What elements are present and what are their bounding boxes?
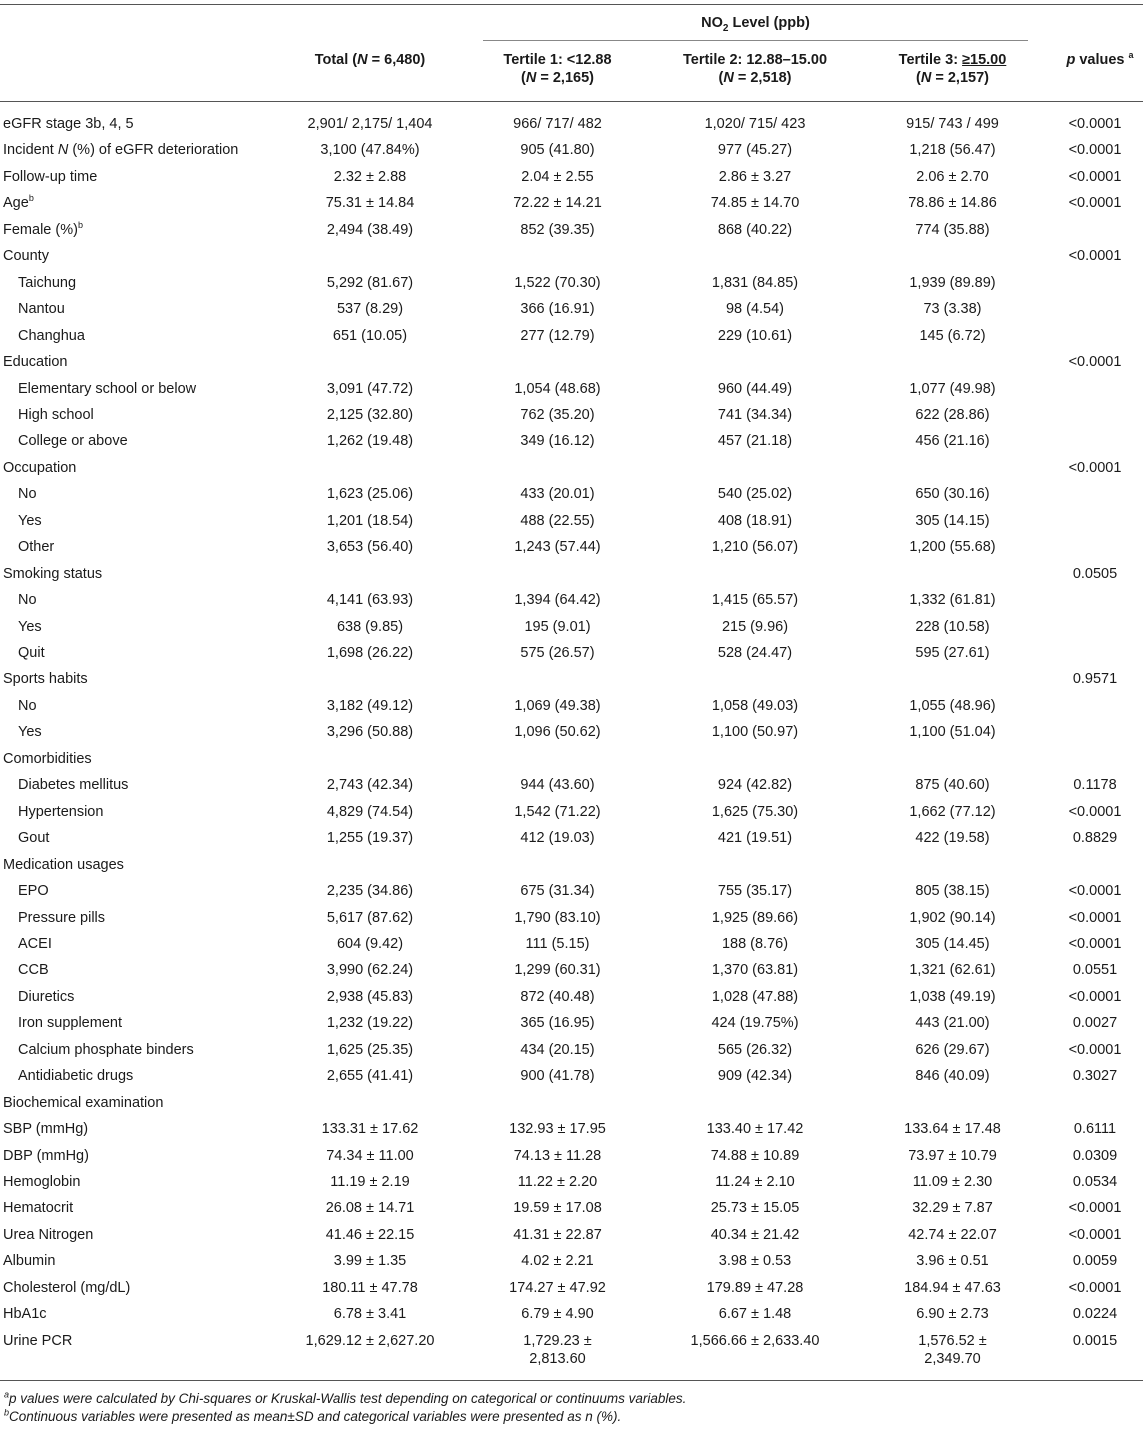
cell-tertile-2: 960 (44.49) [717,381,793,397]
cell-tertile-1: 74.13 ± 11.28 [513,1148,602,1164]
cell-tertile-2: 1,058 (49.03) [711,698,799,714]
cell-tertile-3: 145 (6.72) [919,328,986,344]
cell-tertile-3: 2.06 ± 2.70 [916,169,989,185]
cell-tertile-1: 905 (41.80) [520,142,595,158]
cell-tertile-2: 540 (25.02) [717,486,793,502]
cell-p-value: 0.0534 [1072,1174,1118,1190]
cell-tertile-1: 1,096 (50.62) [514,724,601,740]
cell-tertile-2: 565 (26.32) [717,1042,793,1058]
cell-p-value: <0.0001 [1068,910,1122,926]
row-label: ACEI [18,936,52,952]
cell-tertile-1: 852 (39.35) [520,222,595,238]
header-tertile-3: Tertile 3: ≥15.00 (N = 2,157) [898,52,1007,86]
row-label: Elementary school or below [18,381,197,397]
row-label: Urea Nitrogen [3,1227,94,1243]
cell-total: 537 (8.29) [336,301,404,317]
cell-total: 1,201 (18.54) [326,513,414,529]
cell-tertile-2: 909 (42.34) [717,1068,793,1084]
row-label: No [18,698,37,714]
cell-tertile-1: 2.04 ± 2.55 [521,169,594,185]
cell-tertile-2: 424 (19.75%) [711,1015,799,1031]
row-label: Comorbidities [3,751,92,767]
cell-total: 1,232 (19.22) [326,1015,414,1031]
cell-p-value: <0.0001 [1068,248,1122,264]
cell-tertile-1: 1,054 (48.68) [514,381,601,397]
cell-tertile-1: 675 (31.34) [520,883,595,899]
row-label: Smoking status [3,566,103,582]
cell-tertile-1: 4.02 ± 2.21 [521,1253,594,1269]
footnote-a: $^a$p values were calculated by Chi-squares or Kruskal-Wallis test depending on categorical or continuums variables. [4,1389,687,1406]
cell-p-value: 0.0015 [1072,1333,1118,1349]
row-label: Nantou [18,301,65,317]
cell-tertile-2: 457 (21.18) [717,433,793,449]
cell-tertile-1: 944 (43.60) [520,777,595,793]
cell-tertile-2: 179.89 ± 47.28 [706,1280,804,1296]
cell-total: 11.19 ± 2.19 [330,1174,410,1190]
cell-total: 1,262 (19.48) [326,433,414,449]
cell-p-value: <0.0001 [1068,883,1122,899]
header-no2-group: $NO_2$ Level (ppb) [701,15,810,34]
row-label: Biochemical examination [3,1095,164,1111]
cell-tertile-2: 188 (8.76) [721,936,789,952]
row-label: Follow-up time [3,169,98,185]
cell-total: 2,235 (34.86) [326,883,414,899]
cell-p-value: 0.6111 [1073,1121,1117,1137]
cell-tertile-2: 1,625 (75.30) [711,804,799,820]
cell-tertile-2: 977 (45.27) [717,142,793,158]
footnote-b: $^b$Continuous variables were presented as mean±SD and categorical variables were presented as n (%). [4,1407,622,1424]
cell-total: 41.46 ± 22.15 [325,1227,415,1243]
cell-tertile-3: 42.74 ± 22.07 [908,1227,997,1243]
cell-tertile-3: 1,100 (51.04) [909,724,996,740]
cell-total: 2,494 (38.49) [326,222,414,238]
cell-tertile-3: 1,055 (48.96) [909,698,996,714]
cell-total: 3.99 ± 1.35 [333,1253,407,1269]
cell-tertile-2: 98 (4.54) [725,301,785,317]
cell-tertile-3: 305 (14.15) [915,513,990,529]
cell-tertile-1: 1,299 (60.31) [514,962,601,978]
row-label: College or above [18,433,128,449]
cell-tertile-2: 215 (9.96) [721,619,789,635]
row-label: Female (%)$^b$ [3,220,83,238]
cell-tertile-1: 434 (20.15) [520,1042,595,1058]
cell-tertile-1: 966/ 717/ 482 [513,116,602,132]
cell-tertile-2: 40.34 ± 21.42 [710,1227,800,1243]
cell-tertile-1: 19.59 ± 17.08 [513,1200,602,1216]
cell-total: 4,829 (74.54) [326,804,414,820]
header-p-values: p values $^a$ [1066,50,1134,68]
cell-total: 26.08 ± 14.71 [325,1200,415,1216]
cell-total: 74.34 ± 11.00 [326,1148,414,1164]
cell-tertile-1: 195 (9.01) [524,619,591,635]
header-rule [0,101,1143,102]
row-label: Hemoglobin [3,1174,81,1190]
cell-total: 2,901/ 2,175/ 1,404 [307,116,433,132]
cell-tertile-1: 366 (16.91) [520,301,595,317]
row-label: SBP (mmHg) [3,1121,89,1137]
cell-tertile-3: 11.09 ± 2.30 [912,1174,993,1190]
row-label: HbA1c [3,1306,47,1322]
cell-tertile-1: 488 (22.55) [520,513,595,529]
bottom-rule [0,1380,1143,1381]
cell-tertile-3: 1,662 (77.12) [909,804,996,820]
cell-tertile-1: 174.27 ± 47.92 [509,1280,606,1296]
cell-total: 3,182 (49.12) [326,698,414,714]
row-label: Pressure pills [18,910,106,926]
cell-tertile-3: 1,200 (55.68) [909,539,996,555]
row-label: Education [3,354,68,370]
cell-tertile-1: 1,729.23 ± 2,813.60 [523,1333,592,1367]
cell-p-value: <0.0001 [1068,804,1122,820]
cell-tertile-3: 1,332 (61.81) [909,592,996,608]
cell-tertile-1: 11.22 ± 2.20 [517,1174,598,1190]
cell-tertile-1: 900 (41.78) [520,1068,595,1084]
cell-p-value: <0.0001 [1068,142,1122,158]
cell-tertile-3: 456 (21.16) [915,433,990,449]
row-label: No [18,592,37,608]
cell-tertile-3: 73 (3.38) [923,301,982,317]
cell-tertile-2: 421 (19.51) [717,830,793,846]
cell-tertile-1: 349 (16.12) [520,433,595,449]
cell-tertile-3: 78.86 ± 14.86 [908,195,997,211]
row-label: Medication usages [3,857,124,873]
cell-tertile-3: 3.96 ± 0.51 [916,1253,989,1269]
cell-tertile-3: 73.97 ± 10.79 [908,1148,997,1164]
cell-tertile-1: 1,542 (71.22) [514,804,601,820]
cell-tertile-1: 72.22 ± 14.21 [513,195,602,211]
cell-tertile-3: 1,218 (56.47) [909,142,996,158]
row-label: Quit [18,645,45,661]
cell-tertile-2: 755 (35.17) [717,883,793,899]
cell-total: 604 (9.42) [336,936,404,952]
header-total: Total (N = 6,480) [314,52,426,68]
cell-total: 133.31 ± 17.62 [321,1121,419,1137]
cell-tertile-3: 1,077 (49.98) [909,381,996,397]
row-label: Hypertension [18,804,104,820]
cell-total: 651 (10.05) [332,328,408,344]
row-label: Iron supplement [18,1015,122,1031]
row-label: Urine PCR [3,1333,73,1349]
cell-tertile-3: 184.94 ± 47.63 [904,1280,1001,1296]
row-label: Gout [18,830,50,846]
cell-tertile-1: 412 (19.03) [520,830,595,846]
row-label: DBP (mmHg) [3,1148,89,1164]
cell-tertile-1: 762 (35.20) [520,407,595,423]
cell-p-value: <0.0001 [1068,1042,1122,1058]
cell-tertile-3: 1,902 (90.14) [909,910,996,926]
cell-p-value: 0.0027 [1072,1015,1118,1031]
cell-p-value: 0.0551 [1072,962,1118,978]
cell-total: 1,255 (19.37) [326,830,414,846]
row-label: Albumin [3,1253,56,1269]
cell-tertile-1: 1,243 (57.44) [514,539,601,555]
cell-total: 1,623 (25.06) [326,486,414,502]
cell-total: 2,938 (45.83) [326,989,414,1005]
row-label: Antidiabetic drugs [18,1068,134,1084]
cell-tertile-2: 1,831 (84.85) [711,275,799,291]
cell-p-value: <0.0001 [1068,989,1122,1005]
cell-total: 2,743 (42.34) [326,777,414,793]
cell-tertile-1: 111 (5.15) [525,936,590,952]
cell-total: 2,125 (32.80) [326,407,414,423]
cell-tertile-3: 915/ 743 / 499 [906,116,999,132]
row-label: Occupation [3,460,77,476]
cell-tertile-2: 74.85 ± 14.70 [710,195,800,211]
row-label: Yes [18,724,42,740]
cell-tertile-1: 433 (20.01) [520,486,595,502]
row-label: Other [18,539,55,555]
row-label: High school [18,407,94,423]
cell-total: 2,655 (41.41) [326,1068,414,1084]
cell-tertile-1: 1,790 (83.10) [514,910,601,926]
row-label: eGFR stage 3b, 4, 5 [3,116,134,132]
cell-tertile-3: 6.90 ± 2.73 [916,1306,989,1322]
cell-p-value: 0.1178 [1073,777,1117,793]
cell-tertile-3: 846 (40.09) [915,1068,990,1084]
cell-p-value: <0.0001 [1068,1200,1122,1216]
cell-total: 3,653 (56.40) [326,539,414,555]
cell-total: 75.31 ± 14.84 [325,195,415,211]
cell-tertile-2: 1,566.66 ± 2,633.40 [690,1333,820,1349]
cell-total: 1,625 (25.35) [326,1042,414,1058]
cell-tertile-2: 2.86 ± 3.27 [718,169,792,185]
cell-total: 3,100 (47.84%) [320,142,420,158]
cell-tertile-1: 1,069 (49.38) [514,698,601,714]
cell-total: 3,990 (62.24) [326,962,414,978]
cell-tertile-1: 132.93 ± 17.95 [509,1121,606,1137]
cell-tertile-3: 422 (19.58) [915,830,990,846]
cell-tertile-2: 229 (10.61) [717,328,793,344]
cell-total: 638 (9.85) [336,619,404,635]
cell-tertile-2: 1,020/ 715/ 423 [704,116,806,132]
cell-p-value: <0.0001 [1068,460,1122,476]
cell-tertile-3: 805 (38.15) [915,883,990,899]
row-label: No [18,486,37,502]
cell-tertile-2: 868 (40.22) [717,222,793,238]
cell-tertile-1: 575 (26.57) [520,645,595,661]
cell-tertile-2: 1,100 (50.97) [711,724,799,740]
row-label: Sports habits [3,671,88,687]
cell-tertile-1: 365 (16.95) [520,1015,595,1031]
cell-p-value: <0.0001 [1068,1227,1122,1243]
cell-p-value: 0.0224 [1072,1306,1118,1322]
cell-total: 5,617 (87.62) [326,910,414,926]
cell-total: 3,091 (47.72) [326,381,414,397]
cell-tertile-1: 1,394 (64.42) [514,592,601,608]
cell-tertile-2: 741 (34.34) [717,407,793,423]
cell-tertile-3: 305 (14.45) [915,936,990,952]
cell-p-value: <0.0001 [1068,936,1122,952]
row-label: Changhua [18,328,85,344]
cell-tertile-2: 6.67 ± 1.48 [718,1306,792,1322]
cell-tertile-1: 277 (12.79) [520,328,595,344]
row-label: Calcium phosphate binders [18,1042,194,1058]
cell-total: 2.32 ± 2.88 [333,169,407,185]
cell-tertile-3: 228 (10.58) [915,619,990,635]
cell-tertile-3: 875 (40.60) [915,777,990,793]
cell-tertile-3: 1,576.52 ± 2,349.70 [918,1333,987,1367]
cell-p-value: 0.0059 [1072,1253,1118,1269]
cell-p-value: <0.0001 [1068,116,1122,132]
row-label: Yes [18,619,42,635]
row-label: EPO [18,883,49,899]
cell-tertile-2: 1,210 (56.07) [711,539,799,555]
header-tertile-2: Tertile 2: 12.88–15.00 (N = 2,518) [682,52,828,86]
cell-tertile-2: 1,028 (47.88) [711,989,799,1005]
cell-tertile-2: 1,370 (63.81) [711,962,799,978]
cell-tertile-3: 626 (29.67) [915,1042,990,1058]
row-label: Diuretics [18,989,75,1005]
cell-p-value: 0.0309 [1072,1148,1118,1164]
cell-total: 6.78 ± 3.41 [333,1306,407,1322]
row-label: County [3,248,49,264]
row-label: Hematocrit [3,1200,74,1216]
row-label: Cholesterol (mg/dL) [3,1280,131,1296]
cell-tertile-2: 1,415 (65.57) [711,592,799,608]
header-tertile-1: Tertile 1: <12.88 (N = 2,165) [503,52,612,86]
cell-p-value: 0.8829 [1072,830,1118,846]
cell-total: 1,629.12 ± 2,627.20 [305,1333,435,1349]
cell-tertile-2: 25.73 ± 15.05 [710,1200,800,1216]
cell-p-value: 0.0505 [1072,566,1118,582]
cell-tertile-3: 133.64 ± 17.48 [904,1121,1001,1137]
cell-tertile-2: 924 (42.82) [717,777,793,793]
row-label: Taichung [18,275,77,291]
cell-total: 1,698 (26.22) [326,645,414,661]
row-label: Yes [18,513,42,529]
cell-p-value: 0.3027 [1072,1068,1118,1084]
cell-tertile-1: 6.79 ± 4.90 [521,1306,594,1322]
row-label: Age$^b$ [3,193,34,211]
cell-tertile-3: 595 (27.61) [915,645,990,661]
cell-total: 3,296 (50.88) [326,724,414,740]
row-label: Diabetes mellitus [18,777,129,793]
cell-p-value: <0.0001 [1068,169,1122,185]
cell-tertile-3: 443 (21.00) [915,1015,990,1031]
top-rule [0,4,1143,5]
cell-tertile-3: 622 (28.86) [915,407,990,423]
cell-p-value: <0.0001 [1068,354,1122,370]
cell-tertile-3: 1,321 (62.61) [909,962,996,978]
cell-tertile-2: 408 (18.91) [717,513,793,529]
cell-tertile-3: 1,038 (49.19) [909,989,996,1005]
cell-total: 4,141 (63.93) [326,592,414,608]
cell-tertile-2: 133.40 ± 17.42 [706,1121,804,1137]
row-label: Incident N (%) of eGFR deterioration [3,142,239,158]
cell-tertile-2: 74.88 ± 10.89 [710,1148,800,1164]
cell-tertile-1: 1,522 (70.30) [514,275,601,291]
cell-tertile-1: 872 (40.48) [520,989,595,1005]
cell-tertile-3: 1,939 (89.89) [909,275,996,291]
cell-tertile-2: 3.98 ± 0.53 [718,1253,792,1269]
cell-total: 5,292 (81.67) [326,275,414,291]
group-rule [483,40,1028,41]
cell-p-value: <0.0001 [1068,195,1122,211]
cell-tertile-2: 1,925 (89.66) [711,910,799,926]
row-label: CCB [18,962,49,978]
cell-total: 180.11 ± 47.78 [322,1280,418,1296]
cell-tertile-3: 32.29 ± 7.87 [912,1200,993,1216]
cell-tertile-3: 650 (30.16) [915,486,990,502]
cell-p-value: <0.0001 [1068,1280,1122,1296]
cell-tertile-2: 11.24 ± 2.10 [715,1174,795,1190]
cell-p-value: 0.9571 [1072,671,1118,687]
cell-tertile-1: 41.31 ± 22.87 [513,1227,602,1243]
cell-tertile-2: 528 (24.47) [717,645,793,661]
cell-tertile-3: 774 (35.88) [915,222,990,238]
